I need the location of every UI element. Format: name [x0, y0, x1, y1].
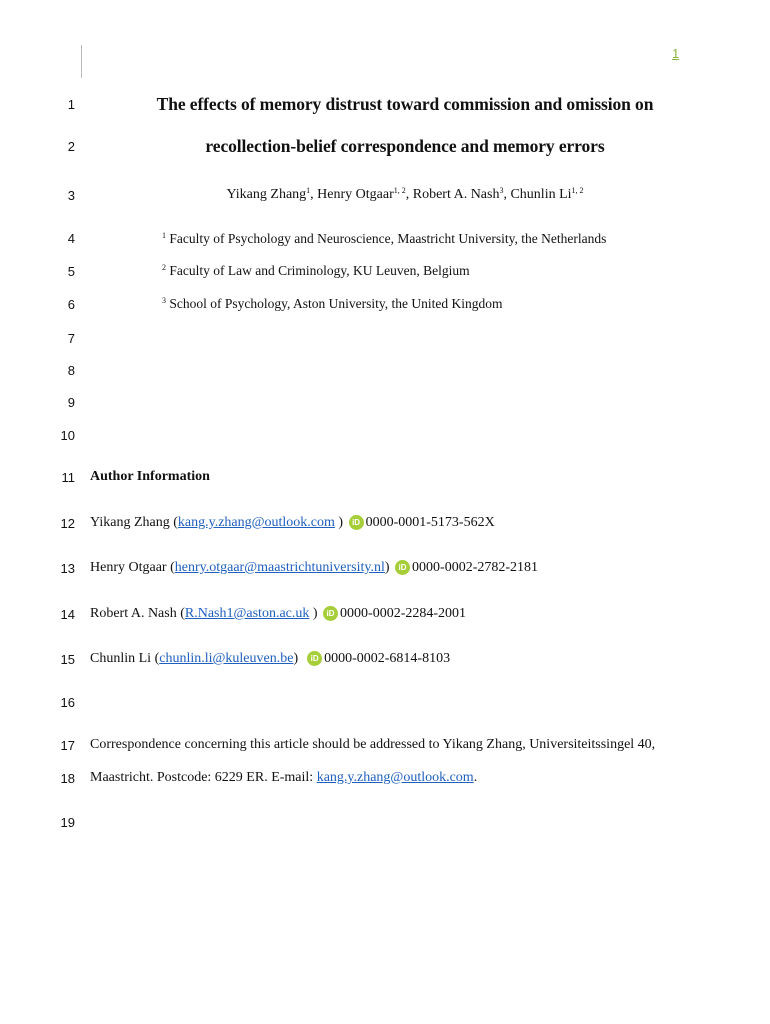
line-number: 12	[60, 516, 75, 531]
header-rule	[81, 45, 82, 78]
line-number: 2	[67, 139, 75, 154]
author-name: Yikang Zhang	[226, 187, 307, 202]
author-entry-name: Chunlin Li	[90, 651, 152, 666]
line-number: 3	[67, 188, 75, 203]
correspondence-prefix: Maastricht. Postcode: 6229 ER. E-mail:	[90, 770, 317, 785]
line-number: 6	[67, 297, 75, 312]
line-number: 5	[67, 264, 75, 279]
author-info-heading: Author Information	[90, 469, 210, 484]
author-affiliation-sup: 1, 2	[571, 186, 584, 195]
author-entry: Yikang Zhang (kang.y.zhang@outlook.com ) iD 0000-0001-5173-562X	[90, 515, 495, 530]
correspondence-suffix: .	[473, 770, 478, 785]
page-number: 1	[672, 46, 680, 61]
author-entry-name: Henry Otgaar	[90, 560, 167, 575]
author-email-link[interactable]: chunlin.li@kuleuven.be	[159, 651, 294, 666]
line-number: 10	[60, 428, 75, 443]
orcid-id: 0000-0002-2782-2181	[412, 560, 539, 575]
line-number: 18	[60, 771, 75, 786]
orcid-id: 0000-0002-6814-8103	[324, 651, 451, 666]
correspondence-line-1: Correspondence concerning this article should be addressed to Yikang Zhang, Universiteitssingel 40,	[90, 737, 656, 752]
author-entry: Robert A. Nash (R.Nash1@aston.ac.uk ) iD 0000-0002-2284-2001	[90, 606, 467, 621]
affiliation	[162, 263, 470, 279]
author-email-link[interactable]: R.Nash1@aston.ac.uk	[184, 606, 310, 621]
author-affiliation-sup: 1	[306, 186, 311, 195]
paper-title-line-2: recollection-belief correspondence and memory errors	[205, 136, 605, 156]
author-affiliation-sup: 3	[499, 186, 504, 195]
affiliation	[162, 296, 503, 312]
author-name: Chunlin Li	[510, 187, 572, 202]
line-number: 14	[60, 607, 75, 622]
author-entry: Henry Otgaar (henry.otgaar@maastrichtuniversity.nl) iD 0000-0002-2782-2181	[90, 560, 539, 575]
author-entry: Chunlin Li (chunlin.li@kuleuven.be) iD 0000-0002-6814-8103	[90, 651, 451, 666]
line-number: 17	[60, 738, 75, 753]
affiliation-number: 2	[162, 263, 166, 272]
author-list: Yikang Zhang$^1$, Henry Otgaar$^{1, 2}$, Robert A. Nash$^3$, Chunlin Li$^{1, 2}$	[226, 186, 584, 202]
orcid-id: 0000-0002-2284-2001	[340, 606, 467, 621]
author-email-link[interactable]: henry.otgaar@maastrichtuniversity.nl	[174, 560, 385, 575]
affiliation	[162, 231, 606, 247]
line-number: 19	[60, 815, 75, 830]
orcid-icon[interactable]: iD	[349, 515, 364, 530]
author-name: Robert A. Nash	[412, 187, 500, 202]
author-entry-name: Robert A. Nash	[90, 606, 177, 621]
affiliation-number: 3	[162, 296, 166, 305]
line-number: 16	[60, 695, 75, 710]
affiliation-text: Faculty of Law and Criminology, KU Leuven, Belgium	[169, 263, 470, 278]
author-entry-name: Yikang Zhang	[90, 515, 170, 530]
line-number: 8	[67, 363, 75, 378]
line-number: 4	[67, 231, 75, 246]
author-email-link[interactable]: kang.y.zhang@outlook.com	[177, 515, 335, 530]
line-number: 7	[67, 331, 75, 346]
orcid-icon[interactable]: iD	[395, 560, 410, 575]
line-number: 9	[67, 395, 75, 410]
affiliation-number: 1	[162, 231, 166, 240]
line-number: 15	[60, 652, 75, 667]
correspondence-email-link[interactable]: kang.y.zhang@outlook.com	[316, 770, 474, 785]
orcid-icon[interactable]: iD	[307, 651, 322, 666]
author-name: Henry Otgaar	[317, 187, 394, 202]
paper-title-line-1: The effects of memory distrust toward commission and omission on	[156, 94, 654, 114]
orcid-id: 0000-0001-5173-562X	[365, 515, 495, 530]
author-affiliation-sup: 1, 2	[393, 186, 406, 195]
correspondence-line-2	[90, 770, 477, 786]
affiliation-text: School of Psychology, Aston University, the United Kingdom	[169, 296, 503, 311]
line-number: 1	[67, 97, 75, 112]
orcid-icon[interactable]: iD	[323, 606, 338, 621]
affiliation-text: Faculty of Psychology and Neuroscience, Maastricht University, the Netherlands	[169, 231, 607, 246]
line-number: 13	[60, 561, 75, 576]
line-number: 11	[61, 470, 75, 485]
